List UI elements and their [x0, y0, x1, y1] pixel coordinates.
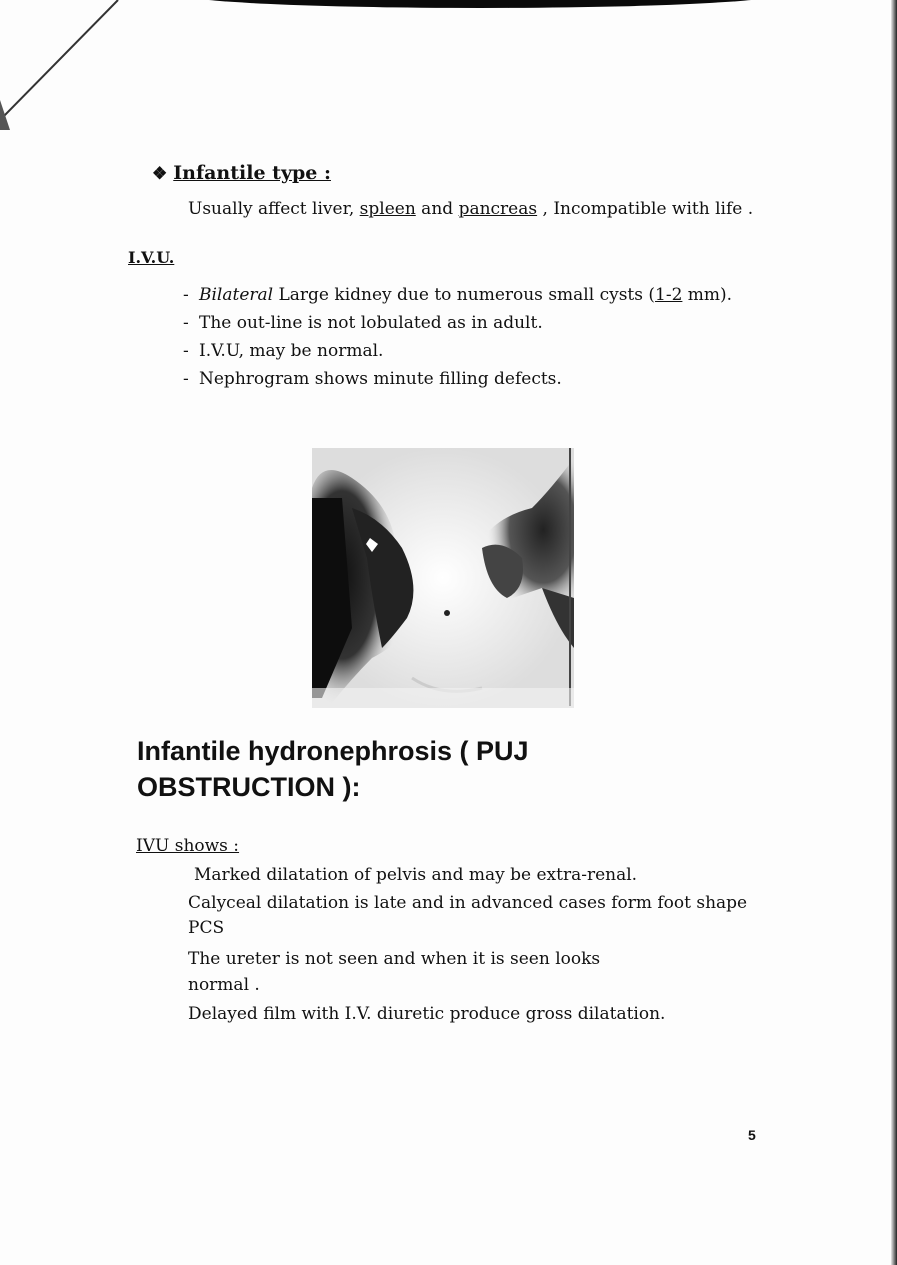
list-item: - The out-line is not lobulated as in adult. [183, 313, 543, 333]
scan-right-edge [891, 0, 897, 1265]
paragraph-line: Delayed film with I.V. diuretic produce gross dilatation. [188, 1004, 666, 1024]
scan-top-edge [180, 0, 780, 8]
paragraph-line: Calyceal dilatation is late and in advanced cases form foot shape [188, 893, 748, 913]
kidney-xray-image [312, 448, 574, 708]
paragraph-line: PCS [188, 918, 225, 938]
ivu-heading: I.V.U. [128, 248, 175, 267]
page-number: 5 [748, 1127, 756, 1143]
paragraph-line: normal . [188, 975, 260, 995]
list-item: - I.V.U, may be normal. [183, 341, 384, 361]
ivu-bullet-list [183, 281, 732, 393]
list-item: - Bilateral Large kidney due to numerous small cysts (1-2 mm). [183, 285, 733, 305]
infantile-type-text: Usually affect liver, spleen and pancreas , Incompatible with life . [188, 199, 754, 219]
hydronephrosis-heading: Infantile hydronephrosis ( PUJ OBSTRUCTION ): [137, 736, 529, 802]
folded-corner-mark [0, 0, 120, 130]
paragraph-line: Marked dilatation of pelvis and may be extra-renal. [194, 865, 638, 885]
infantile-type-heading: ❖ Infantile type : [152, 162, 331, 184]
paragraph-line: The ureter is not seen and when it is seen looks [188, 949, 601, 969]
diamond-bullet-icon: ❖ [152, 164, 168, 184]
list-item: - Nephrogram shows minute filling defects. [183, 369, 562, 389]
ivu-shows-label: IVU shows : [136, 836, 240, 856]
